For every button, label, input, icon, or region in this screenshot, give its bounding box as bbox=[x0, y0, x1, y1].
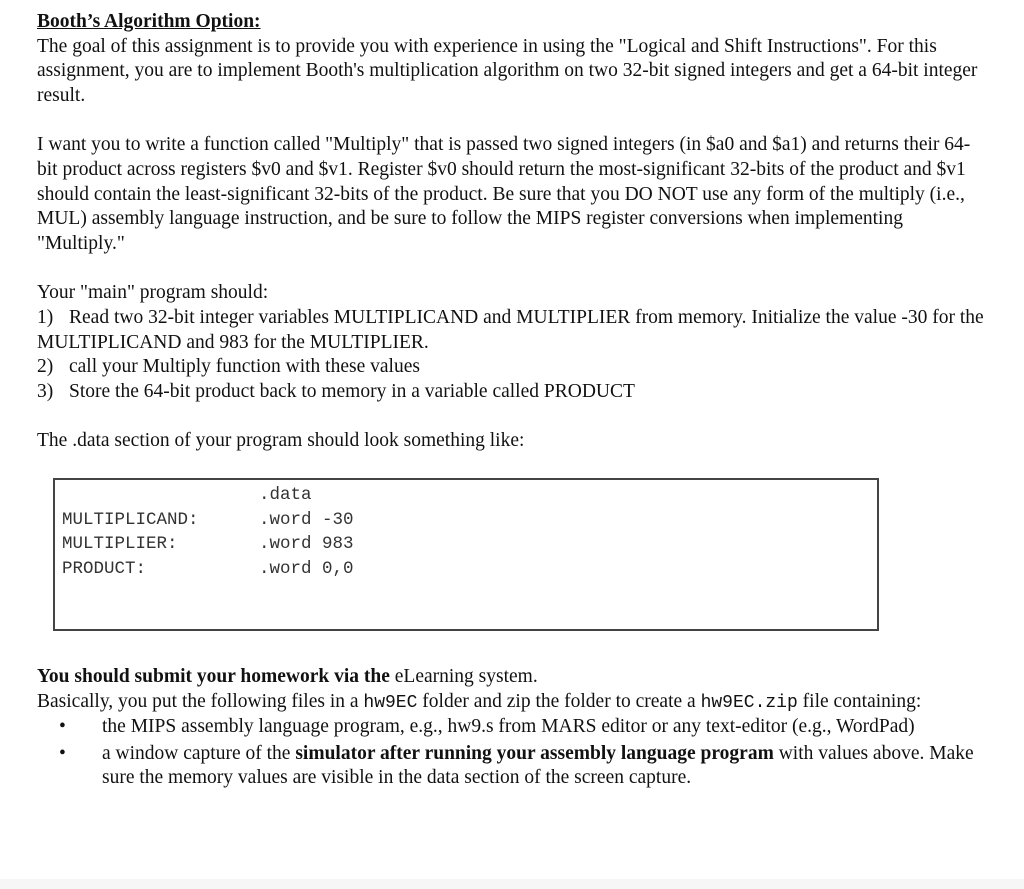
code-row: MULTIPLIER: .word 983 bbox=[62, 534, 354, 555]
main-intro: Your "main" program should: bbox=[37, 282, 269, 304]
submit-instructions: Basically, you put the following files in a hw9EC folder and zip the folder to create a hw9EC.zip file containing: bbox=[37, 690, 922, 713]
code-row: PRODUCT: .word 0,0 bbox=[62, 558, 354, 579]
page-title: Booth’s Algorithm Option: bbox=[37, 11, 261, 32]
function-paragraph: I want you to write a function called "Multiply" that is passed two signed integers (in $a0 and $a1) and returns their 64-bit product across registers $v0 and $v1. Register $v0 should return the most-significant 32-bits of the product and $v1 should contain the least-significant 32-bits of the product. Be sure that you DO NOT use any form of the multiply (i.e., MUL) assembly language instruction, and be sure to follow the MIPS register conversions when implementing "Multiply." bbox=[37, 134, 971, 254]
bullet-icon: • bbox=[59, 716, 66, 738]
files-list bbox=[37, 715, 997, 791]
steps-list bbox=[37, 306, 987, 404]
list-item: • a window capture of the simulator after running your assembly language program with values above. Make sure the memory values are visible in the data section of the screen capture. bbox=[59, 742, 974, 789]
page-edge bbox=[0, 879, 1024, 889]
submission-section bbox=[37, 665, 997, 793]
document-body bbox=[37, 10, 987, 454]
data-section-intro: The .data section of your program should look something like: bbox=[37, 430, 525, 452]
bullet-icon: • bbox=[59, 742, 66, 764]
list-item: 2) call your Multiply function with these values bbox=[37, 356, 420, 378]
submit-heading: You should submit your homework via the eLearning system. bbox=[37, 666, 538, 687]
list-item: • the MIPS assembly language program, e.g., hw9.s from MARS editor or any text-editor (e.g., WordPad) bbox=[37, 715, 997, 740]
list-item: 3) Store the 64-bit product back to memory in a variable called PRODUCT bbox=[37, 380, 635, 402]
code-directive: .data bbox=[259, 485, 312, 505]
intro-paragraph: The goal of this assignment is to provide you with experience in using the "Logical and Shift Instructions". For this assignment, you are to implement Booth's multiplication algorithm on two 32-bit signed integers and get a 64-bit integer result. bbox=[37, 35, 978, 106]
list-item: 1) Read two 32-bit integer variables MULTIPLICAND and MULTIPLIER from memory. Initialize the value -30 for the MULTIPLICAND and 983 for the MULTIPLIER. bbox=[37, 306, 984, 353]
code-row: MULTIPLICAND: .word -30 bbox=[62, 509, 354, 530]
code-block bbox=[53, 478, 879, 631]
